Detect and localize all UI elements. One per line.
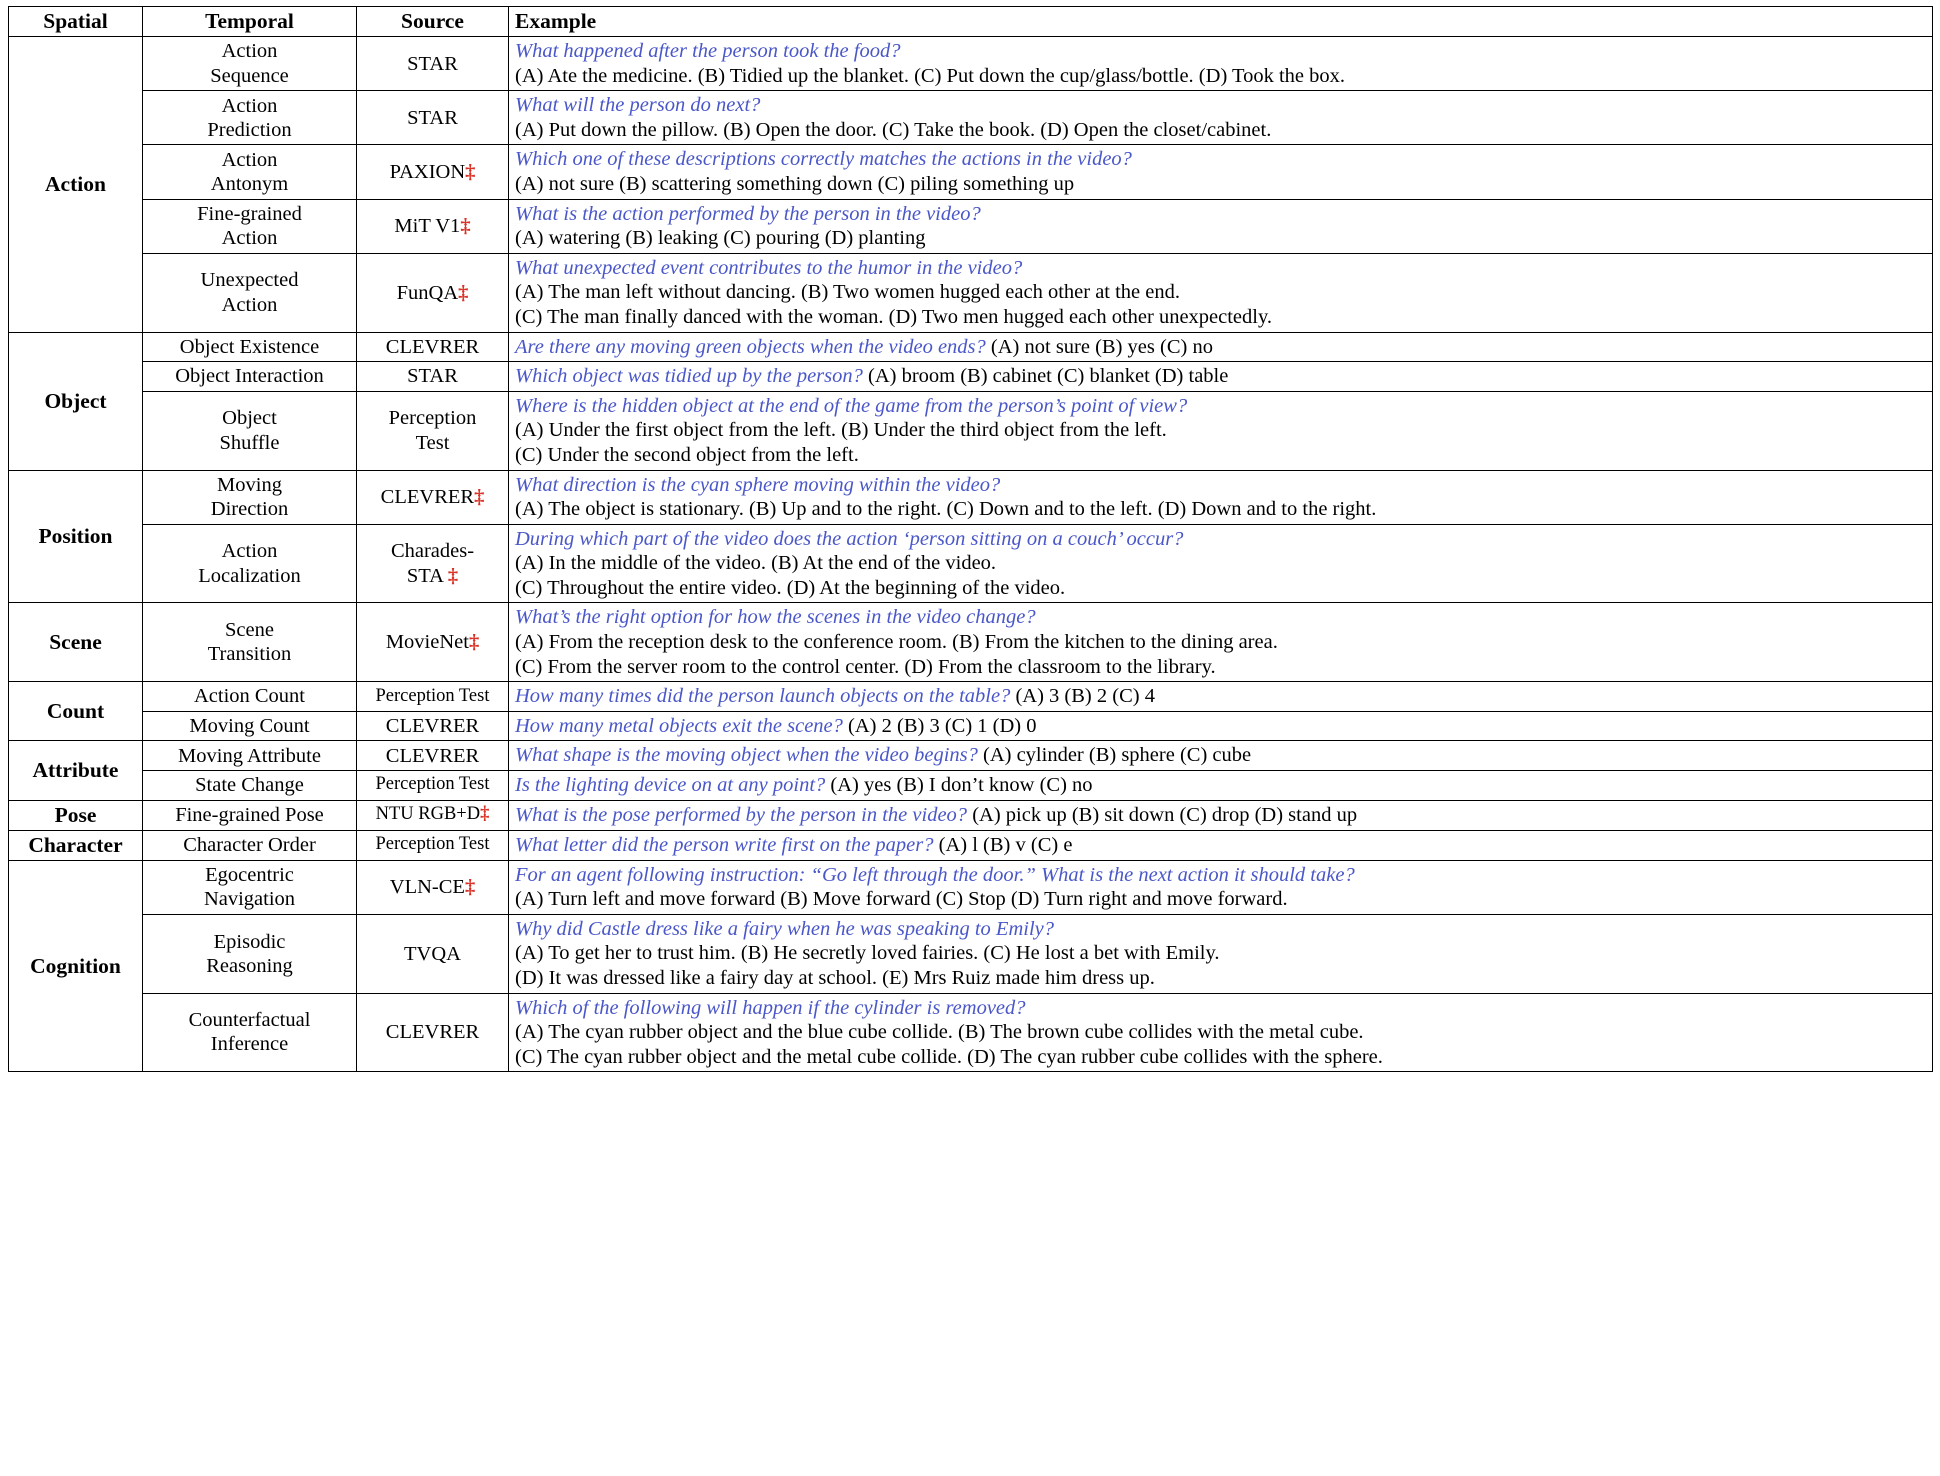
example-question: Is the lighting device on at any point? — [515, 774, 826, 797]
example-options: (A) 2 (B) 3 (C) 1 (D) 0 — [848, 714, 1037, 737]
temporal-task-cell — [143, 91, 357, 145]
example-cell — [509, 199, 1933, 253]
temporal-task-cell — [143, 470, 357, 524]
source-dataset-line: CLEVRER — [385, 744, 480, 767]
table-row — [9, 362, 1933, 392]
example-option-line: (A) To get her to trust him. (B) He secretly loved fairies. (C) He lost a bet with Emily. — [515, 942, 1220, 965]
temporal-task-cell — [143, 199, 357, 253]
example-question: Which of the following will happen if the cylinder is removed? — [515, 996, 1026, 1019]
temporal-task-line: Action Count — [193, 685, 306, 708]
spatial-category-cell: Character — [9, 830, 143, 860]
example-question: What letter did the person write first on the paper? — [515, 833, 934, 856]
table-row — [9, 253, 1933, 332]
example-cell — [509, 253, 1933, 332]
temporal-task-cell — [143, 524, 357, 603]
source-dataset-cell — [357, 771, 509, 801]
table-row — [9, 914, 1933, 993]
example-cell — [509, 914, 1933, 993]
source-dataset-line: Perception Test — [375, 774, 490, 795]
dagger-marker: ‡ — [468, 631, 480, 654]
example-options: (A) yes (B) I don’t know (C) no — [830, 774, 1093, 797]
spatial-category-cell: Scene — [9, 603, 143, 682]
temporal-task-line: Navigation — [203, 888, 296, 911]
example-options: (A) pick up (B) sit down (C) drop (D) stand up — [972, 803, 1358, 826]
source-dataset-cell — [357, 603, 509, 682]
source-dataset-line: VLN-CE‡ — [389, 876, 476, 899]
temporal-task-line: Inference — [210, 1033, 289, 1056]
table-row — [9, 332, 1933, 362]
example-option-line: (C) The man finally danced with the woman. (D) Two men hugged each other unexpectedly. — [515, 305, 1273, 328]
example-inline-line — [515, 803, 1926, 828]
example-option-line: (A) The object is stationary. (B) Up and to the right. (C) Down and to the left. (D) Down and to the right. — [515, 498, 1377, 521]
table-header-row — [9, 7, 1933, 37]
temporal-task-line: Episodic — [213, 930, 286, 953]
source-dataset-cell — [357, 332, 509, 362]
example-option-line: (C) From the server room to the control center. (D) From the classroom to the library. — [515, 655, 1216, 678]
temporal-task-cell — [143, 914, 357, 993]
table-row — [9, 860, 1933, 914]
source-dataset-line: CLEVRER — [385, 715, 480, 738]
temporal-task-line: Localization — [198, 564, 301, 587]
dagger-marker: ‡ — [464, 876, 476, 899]
temporal-task-line: Object Interaction — [175, 365, 324, 388]
spatial-category-cell: Attribute — [9, 741, 143, 800]
source-dataset-cell — [357, 37, 509, 91]
source-dataset-line: MovieNet‡ — [385, 631, 480, 654]
temporal-task-line: Scene — [225, 619, 274, 642]
example-inline-line — [515, 364, 1926, 389]
dagger-marker: ‡ — [447, 564, 459, 587]
temporal-task-cell — [143, 993, 357, 1072]
temporal-task-cell — [143, 362, 357, 392]
example-question: During which part of the video does the action ‘person sitting on a couch’ occur? — [515, 527, 1184, 550]
temporal-task-line: Prediction — [207, 118, 292, 141]
temporal-task-cell — [143, 800, 357, 830]
example-cell — [509, 145, 1933, 199]
source-dataset-cell — [357, 470, 509, 524]
table-row — [9, 91, 1933, 145]
example-options: (A) not sure (B) yes (C) no — [990, 335, 1213, 358]
example-cell — [509, 91, 1933, 145]
source-dataset-line: STAR — [407, 365, 458, 388]
example-option-line: (A) In the middle of the video. (B) At the end of the video. — [515, 552, 997, 575]
source-dataset-line: MiT V1‡ — [394, 215, 471, 238]
temporal-task-line: Moving Attribute — [178, 744, 321, 767]
example-options: (A) cylinder (B) sphere (C) cube — [983, 744, 1252, 767]
temporal-task-line: Action — [221, 540, 278, 563]
example-option-line: (A) Under the first object from the left. (B) Under the third object from the left. — [515, 419, 1167, 442]
example-cell — [509, 771, 1933, 801]
source-dataset-line: CLEVRER — [385, 1021, 480, 1044]
temporal-task-line: Sequence — [210, 64, 289, 87]
temporal-task-line: Action — [221, 94, 278, 117]
example-cell — [509, 993, 1933, 1072]
example-inline-line — [515, 335, 1926, 360]
table-row — [9, 603, 1933, 682]
example-inline-line — [515, 833, 1926, 858]
benchmark-task-table — [8, 6, 1933, 1072]
example-question: Where is the hidden object at the end of the game from the person’s point of view? — [515, 394, 1188, 417]
temporal-task-line: Object Existence — [179, 335, 320, 358]
source-dataset-line: STAR — [407, 52, 458, 75]
temporal-task-cell — [143, 711, 357, 741]
spatial-category-cell: Object — [9, 332, 143, 470]
example-cell — [509, 800, 1933, 830]
source-dataset-cell — [357, 682, 509, 712]
example-cell — [509, 332, 1933, 362]
column-header-temporal: Temporal — [143, 7, 357, 37]
source-dataset-cell — [357, 741, 509, 771]
column-header-source: Source — [357, 7, 509, 37]
spatial-category-cell: Action — [9, 37, 143, 333]
example-question: What’s the right option for how the scenes in the video change? — [515, 606, 1036, 629]
example-question: For an agent following instruction: “Go left through the door.” What is the next action it should take? — [515, 863, 1355, 886]
spatial-category-cell: Position — [9, 470, 143, 603]
source-dataset-cell — [357, 391, 509, 470]
source-dataset-cell — [357, 362, 509, 392]
temporal-task-cell — [143, 830, 357, 860]
example-options: (A) l (B) v (C) e — [938, 833, 1073, 856]
example-option-line: (C) Throughout the entire video. (D) At the beginning of the video. — [515, 576, 1066, 599]
temporal-task-cell — [143, 741, 357, 771]
temporal-task-line: Fine-grained — [197, 202, 302, 225]
example-option-line: (A) Put down the pillow. (B) Open the door. (C) Take the book. (D) Open the closet/cabinet. — [515, 118, 1272, 141]
example-cell — [509, 711, 1933, 741]
table-row — [9, 771, 1933, 801]
source-dataset-line: Test — [415, 431, 450, 454]
temporal-task-cell — [143, 391, 357, 470]
example-option-line: (A) Turn left and move forward (B) Move forward (C) Stop (D) Turn right and move forward. — [515, 888, 1288, 911]
source-dataset-line: STA ‡ — [406, 564, 459, 587]
example-cell — [509, 524, 1933, 603]
temporal-task-line: Direction — [210, 498, 289, 521]
temporal-task-cell — [143, 37, 357, 91]
dagger-marker: ‡ — [460, 215, 471, 238]
spatial-category-cell: Count — [9, 682, 143, 741]
temporal-task-line: Moving — [217, 473, 282, 496]
example-option-line: (A) not sure (B) scattering something down (C) piling something up — [515, 172, 1075, 195]
table-body — [9, 37, 1933, 1072]
example-question: What is the action performed by the person in the video? — [515, 202, 981, 225]
source-dataset-cell — [357, 914, 509, 993]
example-question: What is the pose performed by the person in the video? — [515, 803, 968, 826]
source-dataset-cell — [357, 860, 509, 914]
temporal-task-cell — [143, 145, 357, 199]
temporal-task-cell — [143, 332, 357, 362]
example-option-line: (A) From the reception desk to the conference room. (B) From the kitchen to the dining area. — [515, 631, 1278, 654]
temporal-task-line: Unexpected — [200, 269, 299, 292]
example-cell — [509, 860, 1933, 914]
dagger-marker: ‡ — [465, 160, 476, 183]
example-question: What unexpected event contributes to the humor in the video? — [515, 256, 1023, 279]
temporal-task-cell — [143, 253, 357, 332]
source-dataset-line: FunQA‡ — [396, 281, 469, 304]
source-dataset-line: Perception — [388, 407, 477, 430]
example-cell — [509, 470, 1933, 524]
temporal-task-line: Action — [221, 293, 278, 316]
example-cell — [509, 391, 1933, 470]
example-inline-line — [515, 684, 1926, 709]
temporal-task-line: Antonym — [210, 172, 289, 195]
spatial-category-cell: Cognition — [9, 860, 143, 1072]
temporal-task-line: Counterfactual — [188, 1009, 311, 1032]
table-row — [9, 741, 1933, 771]
example-options: (A) 3 (B) 2 (C) 4 — [1015, 685, 1155, 708]
temporal-task-line: Moving Count — [189, 715, 310, 738]
table-row — [9, 37, 1933, 91]
example-cell — [509, 830, 1933, 860]
source-dataset-line: Charades- — [390, 540, 475, 563]
table-row — [9, 830, 1933, 860]
column-header-spatial: Spatial — [9, 7, 143, 37]
example-cell — [509, 37, 1933, 91]
source-dataset-cell — [357, 253, 509, 332]
example-option-line: (A) watering (B) leaking (C) pouring (D) planting — [515, 227, 926, 250]
source-dataset-cell — [357, 711, 509, 741]
source-dataset-line: TVQA — [404, 942, 461, 965]
example-question: What happened after the person took the food? — [515, 40, 901, 62]
table-row — [9, 711, 1933, 741]
example-question: How many times did the person launch objects on the table? — [515, 685, 1011, 708]
example-question: What will the person do next? — [515, 94, 761, 117]
example-inline-line — [515, 773, 1926, 798]
example-option-line: (D) It was dressed like a fairy day at school. (E) Mrs Ruiz made him dress up. — [515, 967, 1155, 989]
temporal-task-line: Action — [221, 227, 278, 250]
source-dataset-line: Perception Test — [375, 834, 490, 855]
example-question: Are there any moving green objects when the video ends? — [515, 335, 986, 358]
example-cell — [509, 682, 1933, 712]
table-row — [9, 199, 1933, 253]
source-dataset-cell — [357, 199, 509, 253]
source-dataset-cell — [357, 91, 509, 145]
temporal-task-line: Action — [221, 40, 278, 63]
temporal-task-line: Shuffle — [219, 431, 280, 454]
example-question: What direction is the cyan sphere moving within the video? — [515, 473, 1001, 496]
example-cell — [509, 741, 1933, 771]
example-option-line: (A) The man left without dancing. (B) Two women hugged each other at the end. — [515, 281, 1181, 304]
source-dataset-cell — [357, 524, 509, 603]
table-row — [9, 145, 1933, 199]
example-option-line: (C) Under the second object from the left. — [515, 443, 859, 466]
example-question: Which one of these descriptions correctly matches the actions in the video? — [515, 148, 1132, 171]
example-inline-line — [515, 743, 1926, 768]
table-row — [9, 682, 1933, 712]
temporal-task-line: Character Order — [183, 834, 316, 857]
dagger-marker: ‡ — [480, 804, 490, 825]
source-dataset-line: STAR — [407, 106, 458, 129]
temporal-task-cell — [143, 682, 357, 712]
source-dataset-cell — [357, 800, 509, 830]
example-question: What shape is the moving object when the video begins? — [515, 744, 978, 767]
table-row — [9, 524, 1933, 603]
temporal-task-line: Action — [221, 148, 278, 171]
table-row — [9, 391, 1933, 470]
source-dataset-cell — [357, 145, 509, 199]
source-dataset-line: NTU RGB+D‡ — [375, 804, 490, 825]
source-dataset-line: Perception Test — [375, 685, 490, 706]
temporal-task-line: Reasoning — [206, 954, 293, 977]
temporal-task-cell — [143, 860, 357, 914]
table-row — [9, 993, 1933, 1072]
example-question: How many metal objects exit the scene? — [515, 714, 843, 737]
example-cell — [509, 603, 1933, 682]
example-cell — [509, 362, 1933, 392]
example-inline-line — [515, 714, 1926, 739]
source-dataset-line: CLEVRER — [385, 335, 480, 358]
example-option-line: (C) The cyan rubber object and the metal cube collide. (D) The cyan rubber cube collides with the sphere. — [515, 1045, 1383, 1068]
example-question: Why did Castle dress like a fairy when he was speaking to Emily? — [515, 917, 1054, 940]
source-dataset-cell — [357, 993, 509, 1072]
table-row — [9, 800, 1933, 830]
temporal-task-line: Object — [222, 407, 277, 430]
example-options: (A) broom (B) cabinet (C) blanket (D) table — [868, 365, 1229, 388]
source-dataset-line: PAXION‡ — [389, 160, 476, 183]
spatial-category-cell: Pose — [9, 800, 143, 830]
example-question: Which object was tidied up by the person? — [515, 365, 863, 388]
temporal-task-cell — [143, 603, 357, 682]
temporal-task-line: Transition — [207, 643, 292, 666]
temporal-task-line: State Change — [195, 774, 304, 797]
table-row — [9, 470, 1933, 524]
column-header-example: Example — [509, 7, 1933, 37]
temporal-task-line: Fine-grained Pose — [175, 804, 324, 827]
example-option-line: (A) Ate the medicine. (B) Tidied up the blanket. (C) Put down the cup/glass/bottle. (D) Took the box. — [515, 64, 1346, 87]
dagger-marker: ‡ — [474, 486, 485, 508]
temporal-task-cell — [143, 771, 357, 801]
dagger-marker: ‡ — [458, 281, 469, 304]
source-dataset-line: CLEVRER‡ — [380, 486, 485, 508]
example-option-line: (A) The cyan rubber object and the blue cube collide. (B) The brown cube collides with the metal cube. — [515, 1021, 1364, 1044]
temporal-task-line: Egocentric — [205, 864, 294, 887]
source-dataset-cell — [357, 830, 509, 860]
